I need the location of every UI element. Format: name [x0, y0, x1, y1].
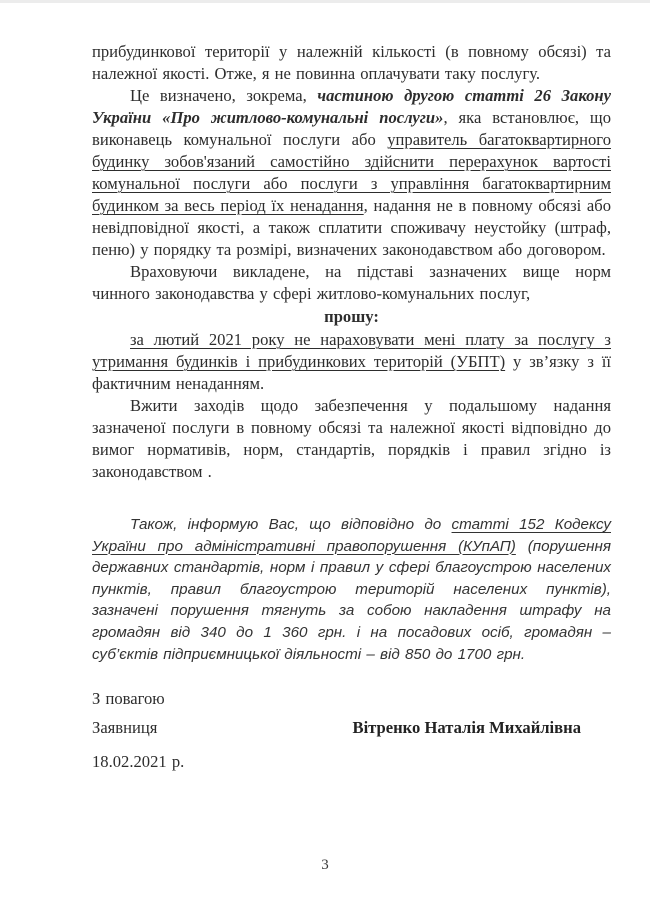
text-segment: , надання не в повному обсязі або невідповідної якості, а також сплатити споживачу неустойку (штраф, пеню) у порядку та розмірі, визначених законодавством або договором.	[92, 196, 612, 259]
page-number: 3	[321, 857, 329, 873]
text-segment: Також, інформую Вас, що відповідно до	[130, 516, 452, 533]
paragraph-considering	[92, 261, 611, 305]
text-segment: (порушення державних стандартів, норм і правил у сфері благоустрою населених пунктів, правил благоустрою територій населених пунктів), зазначені порушення тягнуть за собою накладення штрафу на громадян від 340 до 1 360 грн. і на посадових осіб, громадян – суб’єктів підприємницької діяльності – від 850 до 1700 грн.	[92, 537, 612, 663]
signature-name: Вітренко Наталія Михайлівна	[352, 718, 581, 738]
signature-row	[92, 717, 611, 739]
signature-role: Заявниця	[92, 718, 158, 738]
text-segment-underlined-kupap: статті 152 Кодексу України про адміністративні правопорушення (КУпАП)	[92, 516, 611, 555]
document-content	[92, 41, 611, 773]
text-segment-underlined-request: за лютий 2021 року не нараховувати мені плату за послугу з утримання будинків і прибудинкових територій (УБПТ)	[92, 330, 611, 371]
signature-block	[92, 688, 611, 773]
request-heading: прошу:	[324, 307, 379, 326]
paragraph-request-2	[92, 395, 611, 483]
signature-regards: З повагою	[92, 689, 165, 709]
text-segment: у зв’язку з її фактичним ненаданням.	[92, 352, 611, 393]
text-segment-law-reference: частиною другою статті 26 Закону України «Про житлово-комунальні послуги»	[92, 86, 611, 127]
text-segment: Враховуючи викладене, на підставі зазначених вище норм чинного законодавства у сфері житлово-комунальних послуг,	[92, 262, 611, 303]
paragraph-continuation	[92, 41, 611, 85]
text-segment: , яка встановлює, що виконавець комунальної послуги або	[92, 108, 611, 149]
signature-date: 18.02.2021 р.	[92, 752, 185, 772]
paragraph-kupap-note	[92, 514, 611, 665]
text-segment: Це визначено, зокрема,	[130, 86, 318, 105]
paragraph-request-1	[92, 329, 611, 395]
text-segment: прибудинкової території у належній кількості (в повному обсязі) та належної якості. Отже, я не повинна оплачувати таку послугу.	[92, 42, 611, 83]
text-segment: Вжити заходів щодо забезпечення у подальшому надання зазначеної послуги в повному обсязі та належної якості відповідно до вимог нормативів, норм, стандартів, порядків і правил згідно із законодавством .	[92, 396, 611, 481]
text-segment-underlined-duty: управитель багатоквартирного будинку зобов'язаний самостійно здійснити перерахунок вартості комунальної послуги або послуги з управління багатоквартирним будинком за весь період їх ненадання	[92, 130, 611, 215]
paragraph-legal-basis	[92, 85, 611, 261]
